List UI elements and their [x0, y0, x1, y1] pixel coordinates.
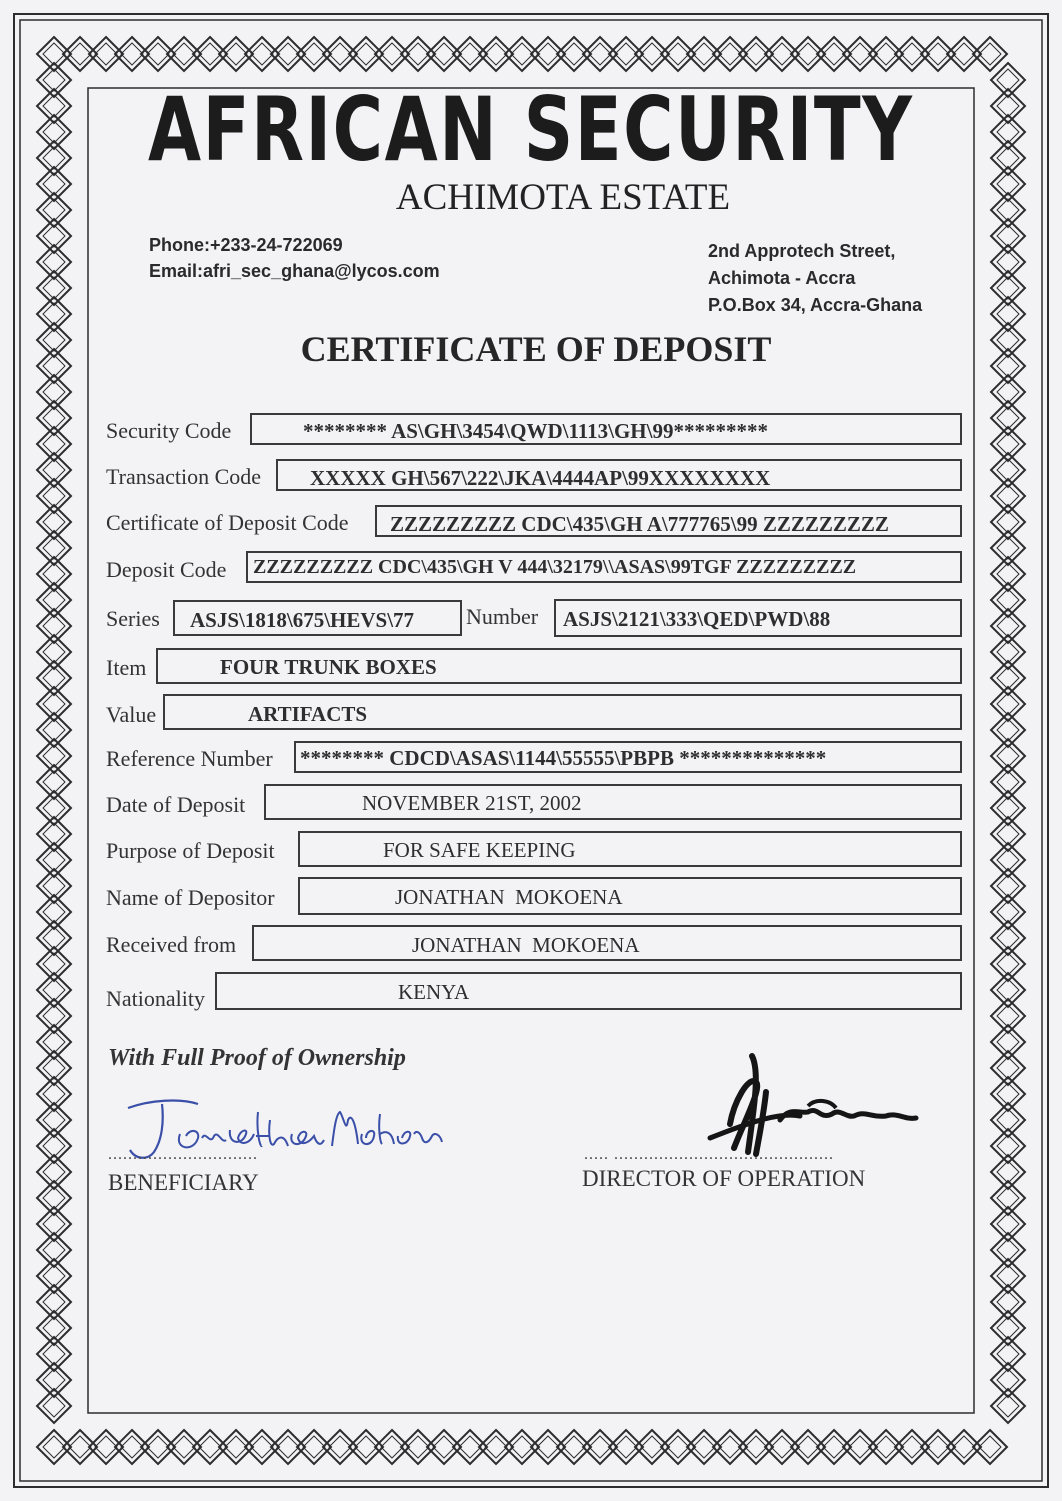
document-title: CERTIFICATE OF DEPOSIT [300, 329, 772, 369]
reference-number-value: ******** CDCD\ASAS\1144\55555\PBPB ************** [300, 746, 827, 770]
address-block [708, 238, 922, 319]
cd-code-label: Certificate of Deposit Code [106, 510, 349, 535]
item-value: FOUR TRUNK BOXES [220, 655, 437, 679]
number-label: Number [466, 604, 539, 629]
director-dotted-line: ..... ............................................ [584, 1146, 834, 1163]
company-subtitle: ACHIMOTA ESTATE [395, 177, 731, 218]
number-value: ASJS\2121\333\QED\PWD\88 [563, 607, 831, 631]
reference-number-label: Reference Number [106, 746, 273, 771]
security-code-value: ******** AS\GH\3454\QWD\1113\GH\99********* [303, 419, 768, 443]
ownership-note: With Full Proof of Ownership [108, 1045, 406, 1071]
nationality-box [215, 972, 962, 1010]
director-label: DIRECTOR OF OPERATION [582, 1166, 866, 1191]
beneficiary-label: BENEFICIARY [108, 1170, 259, 1195]
contact-block [149, 232, 440, 284]
received-from-label: Received from [106, 932, 237, 957]
security-code-label: Security Code [106, 418, 232, 443]
deposit-code-value: ZZZZZZZZZ CDC\435\GH V 444\32179\\ASAS\99TGF ZZZZZZZZZ [253, 556, 857, 578]
nationality-value: KENYA [398, 980, 470, 1004]
transaction-code-value: XXXXX GH\567\222\JKA\4444AP\99XXXXXXXX [310, 466, 771, 490]
phone-text: Phone:+233-24-722069 [149, 235, 343, 255]
depositor-name-value: JONATHAN MOKOENA [395, 885, 623, 909]
beneficiary-dotted-line: .............................. [108, 1146, 258, 1163]
company-name: AFRICAN SECURITY [147, 78, 914, 181]
address-line-3: P.O.Box 34, Accra-Ghana [708, 295, 923, 315]
cd-code-value: ZZZZZZZZZ CDC\435\GH A\777765\99 ZZZZZZZZZ [390, 512, 889, 536]
email-text: Email:afri_sec_ghana@lycos.com [149, 261, 440, 281]
series-value: ASJS\1818\675\HEVS\77 [190, 608, 415, 632]
value-value: ARTIFACTS [248, 702, 368, 726]
value-label: Value [106, 702, 157, 727]
address-line-1: 2nd Approtech Street, [708, 241, 896, 261]
deposit-code-label: Deposit Code [106, 557, 227, 582]
date-of-deposit-label: Date of Deposit [106, 792, 246, 817]
received-from-value: JONATHAN MOKOENA [412, 933, 640, 957]
series-label: Series [106, 606, 160, 631]
item-label: Item [106, 655, 147, 680]
transaction-code-label: Transaction Code [106, 464, 262, 489]
purpose-label: Purpose of Deposit [106, 838, 275, 863]
depositor-name-label: Name of Depositor [106, 885, 275, 910]
purpose-value: FOR SAFE KEEPING [383, 838, 576, 862]
date-of-deposit-value: NOVEMBER 21ST, 2002 [362, 791, 582, 815]
nationality-label: Nationality [106, 986, 205, 1011]
address-line-2: Achimota - Accra [708, 268, 856, 288]
